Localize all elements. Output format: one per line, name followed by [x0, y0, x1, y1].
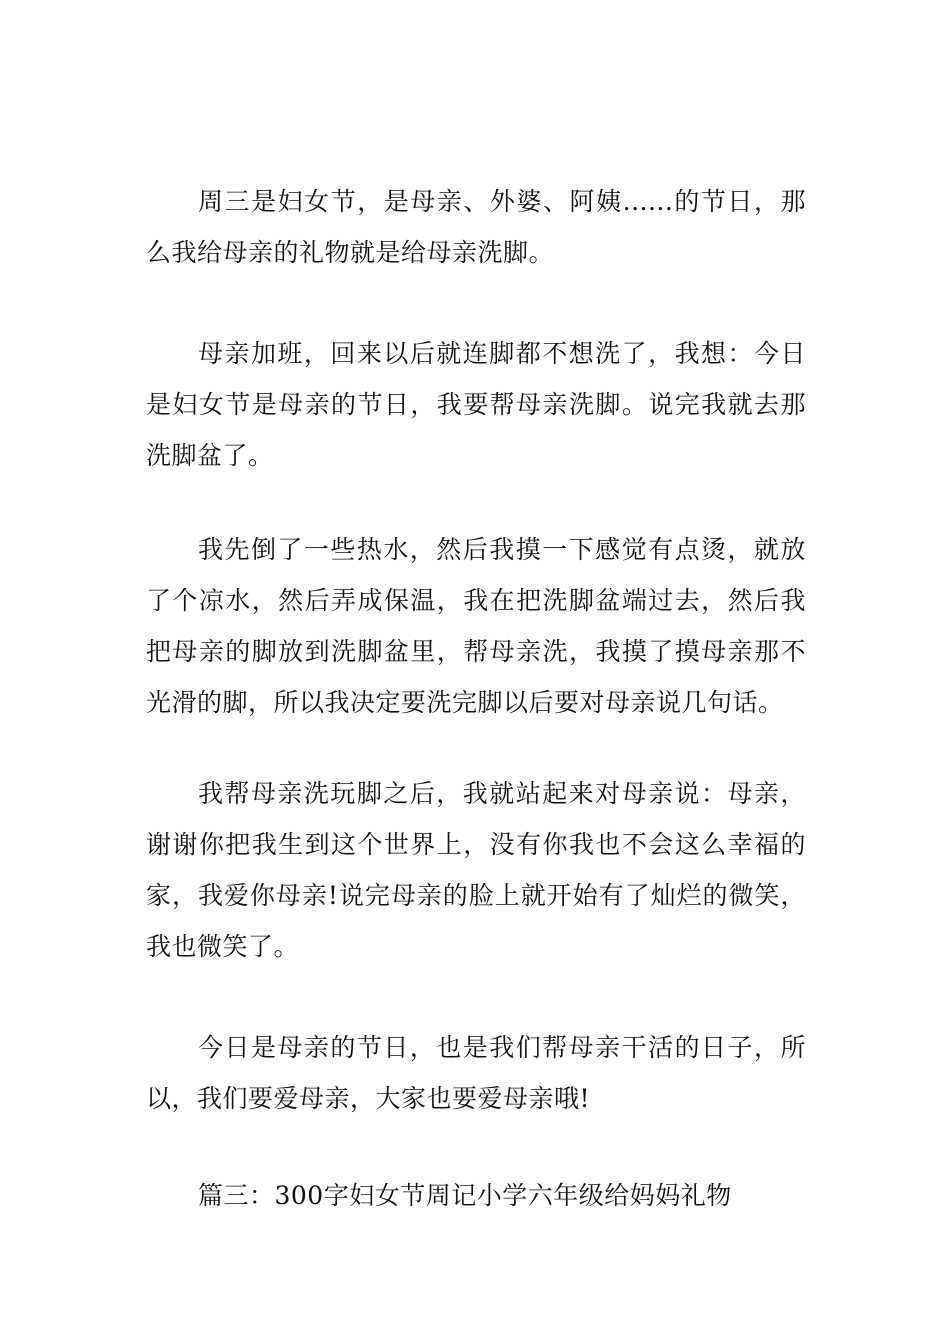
- paragraph-1: 周三是妇女节，是母亲、外婆、阿姨......的节日，那么我给母亲的礼物就是给母亲洗脚。: [146, 187, 806, 267]
- paragraph-4: 我帮母亲洗玩脚之后，我就站起来对母亲说：母亲，谢谢你把我生到这个世界上，没有你我也不会这么幸福的家，我爱你母亲!说完母亲的脸上就开始有了灿烂的微笑，我也微笑了。: [146, 779, 806, 961]
- paragraph-5: 今日是母亲的节日，也是我们帮母亲干活的日子，所以，我们要爱母亲，大家也要爱母亲哦!: [146, 1033, 806, 1113]
- paragraph-3: 我先倒了一些热水，然后我摸一下感觉有点烫，就放了个凉水，然后弄成保温，我在把洗脚盆端过去，然后我把母亲的脚放到洗脚盆里，帮母亲洗，我摸了摸母亲那不光滑的脚，所以我决定要洗完脚以后要对母亲说几句话。: [146, 535, 806, 717]
- section-heading: 篇三：300字妇女节周记小学六年级给妈妈礼物: [198, 1181, 732, 1210]
- paragraph-2: 母亲加班，回来以后就连脚都不想洗了，我想：今日是妇女节是母亲的节日，我要帮母亲洗脚。说完我就去那洗脚盆了。: [146, 339, 806, 470]
